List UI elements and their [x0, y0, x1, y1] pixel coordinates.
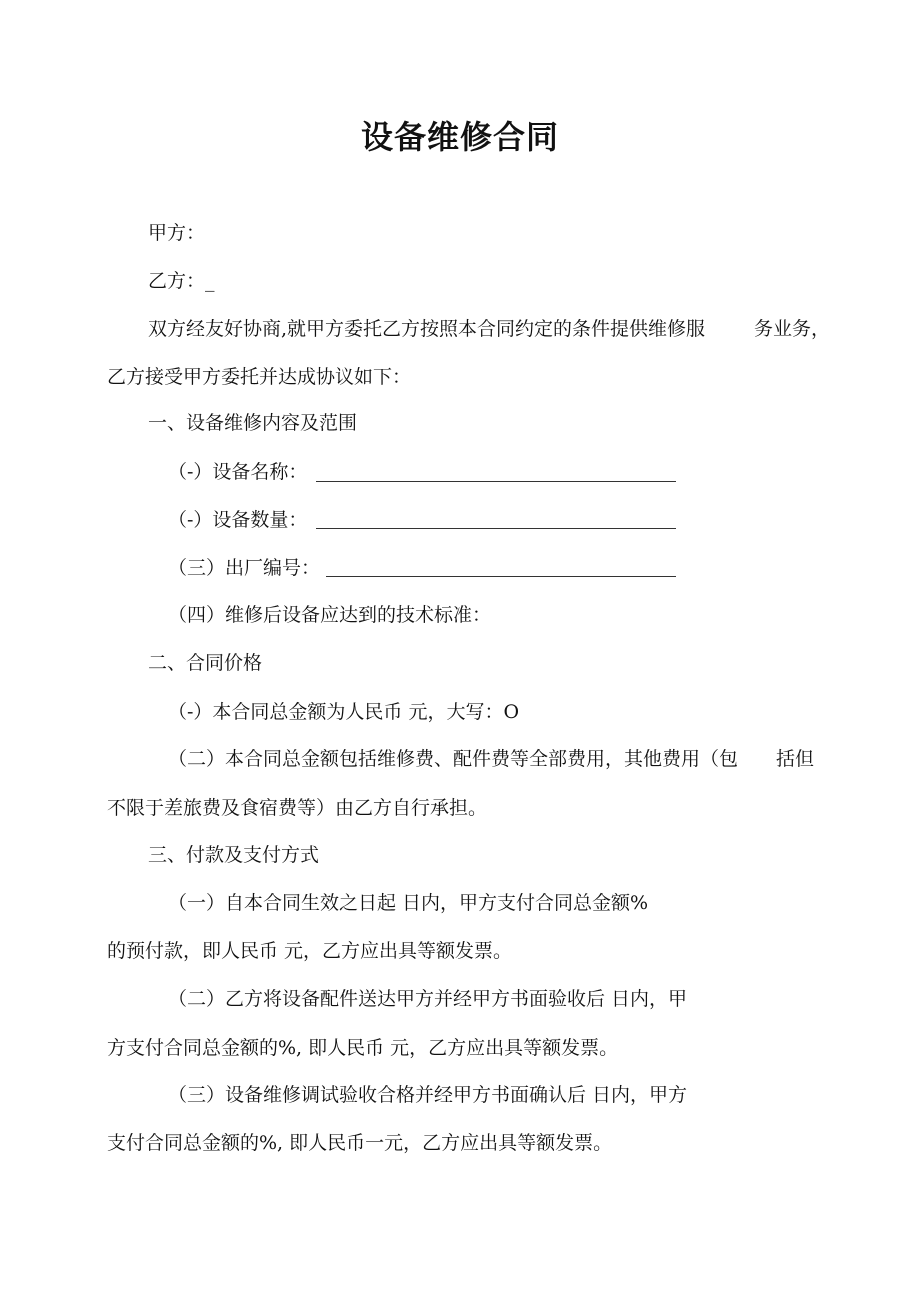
equipment-name-label: （-）设备名称：: [168, 461, 308, 483]
serial-number-blank: [326, 576, 676, 577]
payment-3-line-1: （三）设备维修调试验收合格并经甲方书面确认后 日内，甲方: [168, 1084, 688, 1106]
contract-amount-line: （-）本合同总金额为人民币 元，大写：O: [168, 701, 520, 723]
payment-1-line-1: （一）自本合同生效之日起 日内，甲方支付合同总金额%: [168, 892, 649, 914]
intro-text-part-1: 双方经友好协商,就甲方委托乙方按照本合同约定的条件提供维修服: [148, 318, 706, 340]
serial-number-label: （三）出厂编号：: [168, 557, 321, 579]
contract-scope-line-1: [168, 747, 814, 771]
technical-standard-label: （四）维修后设备应达到的技术标准：: [168, 604, 492, 626]
party-b-line: 乙方：_: [148, 270, 215, 292]
party-a-line: 甲方：: [148, 222, 206, 244]
equipment-quantity-label: （-）设备数量：: [168, 509, 308, 531]
equipment-name-blank: [316, 481, 676, 482]
document-title: 设备维修合同: [360, 118, 559, 156]
payment-1-line-2: 的预付款，即人民币 元，乙方应出具等额发票。: [107, 940, 513, 962]
equipment-quantity-blank: [316, 528, 676, 529]
payment-2-line-1: （二）乙方将设备配件送达甲方并经甲方书面验收后 日内，甲: [168, 988, 688, 1010]
intro-paragraph-line-1: [148, 317, 830, 341]
section-1-heading: 一、设备维修内容及范围: [148, 412, 358, 434]
section-2-heading: 二、合同价格: [148, 652, 263, 674]
intro-text-part-2: 务业务，: [753, 318, 830, 340]
section-3-heading: 三、付款及支付方式: [148, 844, 320, 866]
payment-3-line-2: 支付合同总金额的%, 即人民币一元，乙方应出具等额发票。: [107, 1132, 613, 1154]
contract-scope-text-part-1: （二）本合同总金额包括维修费、配件费等全部费用，其他费用（包: [168, 748, 739, 770]
contract-scope-text-part-2: 括但: [775, 748, 814, 770]
intro-paragraph-line-2: 乙方接受甲方委托并达成协议如下：: [107, 366, 412, 388]
contract-scope-line-2: 不限于差旅费及食宿费等）由乙方自行承担。: [107, 797, 488, 819]
payment-2-line-2: 方支付合同总金额的%, 即人民币 元，乙方应出具等额发票。: [107, 1037, 619, 1059]
